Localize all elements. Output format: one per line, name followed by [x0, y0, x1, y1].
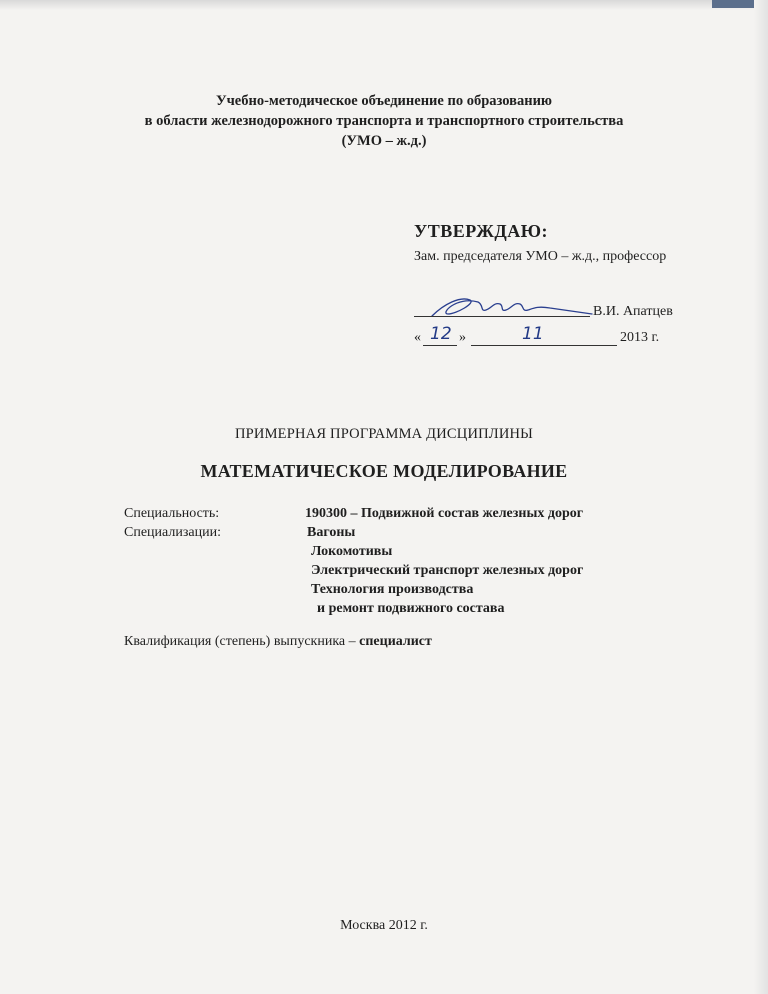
- qualification: [124, 634, 432, 650]
- date-month: 11: [522, 324, 544, 344]
- specialization-item: Локомотивы: [311, 544, 393, 559]
- signature-line: [414, 316, 590, 317]
- handwritten-signature: [426, 290, 596, 326]
- date-quote-close: »: [459, 330, 466, 345]
- approver-name: В.И. Апатцев: [593, 304, 673, 319]
- date-day-line: [423, 345, 457, 346]
- specialty-label: Специальность:: [124, 506, 220, 521]
- organization-line-1: Учебно-методическое объединение по образованию: [215, 93, 553, 109]
- scan-edge: [0, 0, 768, 10]
- specialization-item: Вагоны: [307, 525, 356, 540]
- date-quote-open: «: [414, 330, 421, 345]
- approver-position: Зам. председателя УМО – ж.д., профессор: [414, 249, 667, 264]
- date-month-line: [471, 345, 617, 346]
- organization-line-2: в области железнодорожного транспорта и транспортного строительства: [144, 113, 624, 129]
- date-year: 2013 г.: [620, 330, 660, 345]
- specializations-label: Специализации:: [124, 525, 221, 540]
- program-type: ПРИМЕРНАЯ ПРОГРАММА ДИСЦИПЛИНЫ: [234, 426, 534, 442]
- organization-line-3: (УМО – ж.д.): [341, 133, 427, 149]
- specialization-item: Технология производства: [311, 582, 474, 597]
- qualification-value: специалист: [359, 634, 432, 649]
- date-day: 12: [430, 324, 452, 344]
- city-year: Москва 2012 г.: [340, 918, 428, 933]
- approval-title: УТВЕРЖДАЮ:: [414, 221, 549, 241]
- specialization-item: Электрический транспорт железных дорог: [311, 563, 584, 578]
- organization-header: [0, 91, 768, 151]
- specialty-value: 190300 – Подвижной состав железных дорог: [305, 506, 584, 521]
- qualification-label: Квалификация (степень) выпускника –: [124, 634, 360, 649]
- discipline-title: МАТЕМАТИЧЕСКОЕ МОДЕЛИРОВАНИЕ: [200, 461, 568, 481]
- specialization-item: и ремонт подвижного состава: [317, 601, 505, 616]
